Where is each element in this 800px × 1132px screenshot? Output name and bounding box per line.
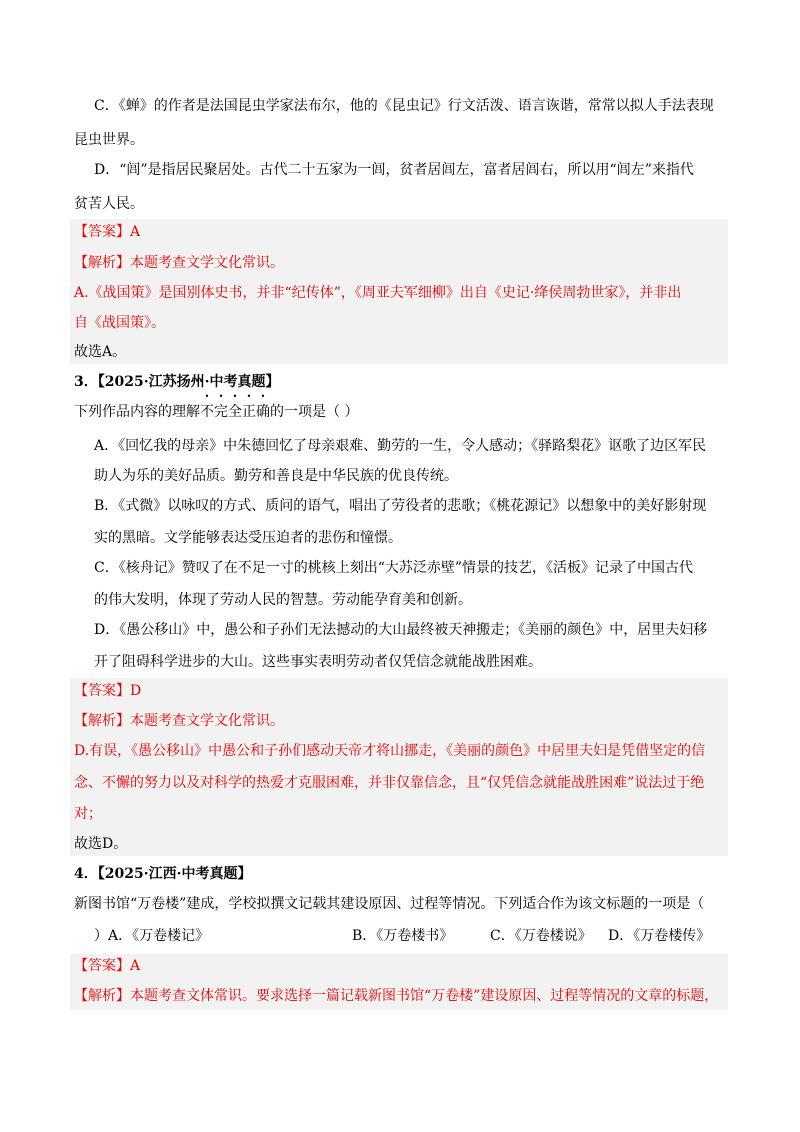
q3-conclusion: 故选D。 <box>74 836 128 852</box>
q3-answer: 【答案】D <box>74 683 142 699</box>
q2-option-d-line1: D．“闾”是指居民聚居处。古代二十五家为一闾，贫者居闾左，富者居闾右，所以用“闾左”来指代 <box>94 162 694 178</box>
q3-emph-char-2: 完 <box>214 404 228 420</box>
q3-option-c-line2: 的伟大发明，体现了劳动人民的智慧。劳动能孕育美和创新。 <box>94 592 472 608</box>
q3-emph-char-5: 确 <box>256 404 270 420</box>
q2-answer: 【答案】A <box>74 224 141 240</box>
q3-stem-after: 的一项是（ ） <box>270 404 359 420</box>
q3-option-a-line2: 助人为乐的美好品质。勤劳和善良是中华民族的优良传统。 <box>94 468 458 484</box>
q2-option-c-line1: C．《蝉》的作者是法国昆虫学家法布尔，他的《昆虫记》行文活泼、语言诙谐，常常以拟人手法表现 <box>94 98 714 114</box>
q4-option-a: ）A．《万卷楼记》 <box>94 928 210 944</box>
q4-option-d: D．《万卷楼传》 <box>608 928 711 944</box>
q3-option-d-line1: D．《愚公移山》中，愚公和子孙们无法撼动的大山最终被天神搬走；《美丽的颜色》中，居里夫妇移 <box>94 622 708 638</box>
q4-header: 4．【2025·江西·中考真题】 <box>74 866 252 882</box>
q3-emph-char-3: 全 <box>228 404 242 420</box>
q2-analysis-line1: A.《战国策》是国别体史书，并非“纪传体”，《周亚夫军细柳》出自《史记·绛侯周勃世家》，并非出 <box>74 285 682 301</box>
q4-answer: 【答案】A <box>74 958 141 974</box>
q3-option-a-line1: A．《回忆我的母亲》中朱德回忆了母亲艰难、勤劳的一生，令人感动；《驿路梨花》讴歌了边区军民 <box>94 438 707 454</box>
q3-option-c-line1: C．《核舟记》赞叹了在不足一寸的桃核上刻出“大苏泛赤壁”情景的技艺，《活板》记录了中国古代 <box>94 560 694 576</box>
q3-stem-before: 下列作品内容的理解 <box>74 404 200 420</box>
q4-stem-line1: 新图书馆“万卷楼”建成，学校拟撰文记载其建设原因、过程等情况。下列适合作为该文标题的一项是（ <box>74 896 705 912</box>
q4-analysis: 【解析】本题考查文体常识。要求选择一篇记载新图书馆“万卷楼”建设原因、过程等情况的文章的标题， <box>74 988 719 1004</box>
q4-option-b: B．《万卷楼书》 <box>352 928 454 944</box>
q2-conclusion: 故选A。 <box>74 344 127 360</box>
q4-option-c: C．《万卷楼说》 <box>490 928 592 944</box>
q2-option-d-line2: 贫苦人民。 <box>74 196 144 212</box>
q3-option-b-line1: B．《式微》以咏叹的方式、质问的语气，唱出了劳役者的悲歌；《桃花源记》以想象中的美好影射现 <box>94 498 707 514</box>
q3-analysis-line2: 念、不懈的努力以及对科学的热爱才克服困难，并非仅靠信念，且“仅凭信念就能战胜困难”说法过于绝 <box>74 775 705 791</box>
q3-header: 3．【2025·江苏扬州·中考真题】 <box>74 374 280 390</box>
q2-analysis-line2: 自《战国策》。 <box>74 315 165 331</box>
q2-analysis-head: 【解析】本题考查文学文化常识。 <box>74 255 284 271</box>
q3-emph-char-4: 正 <box>242 404 256 420</box>
q3-option-d-line2: 开了阻碍科学进步的大山。这些事实表明劳动者仅凭信念就能战胜困难。 <box>94 654 542 670</box>
q3-stem <box>74 402 358 422</box>
q3-analysis-line3: 对； <box>74 806 102 822</box>
q3-analysis-line1: D.有误，《愚公移山》中愚公和子孙们感动天帝才将山挪走，《美丽的颜色》中居里夫妇是凭借坚定的信 <box>74 743 706 759</box>
q3-answer-block <box>70 678 728 856</box>
q3-option-b-line2: 实的黑暗。文学能够表达受压迫者的悲伤和憧憬。 <box>94 530 402 546</box>
q3-analysis-head: 【解析】本题考查文学文化常识。 <box>74 713 284 729</box>
q2-option-c-line2: 昆虫世界。 <box>74 132 144 148</box>
q3-emph-char-1: 不 <box>200 404 214 420</box>
